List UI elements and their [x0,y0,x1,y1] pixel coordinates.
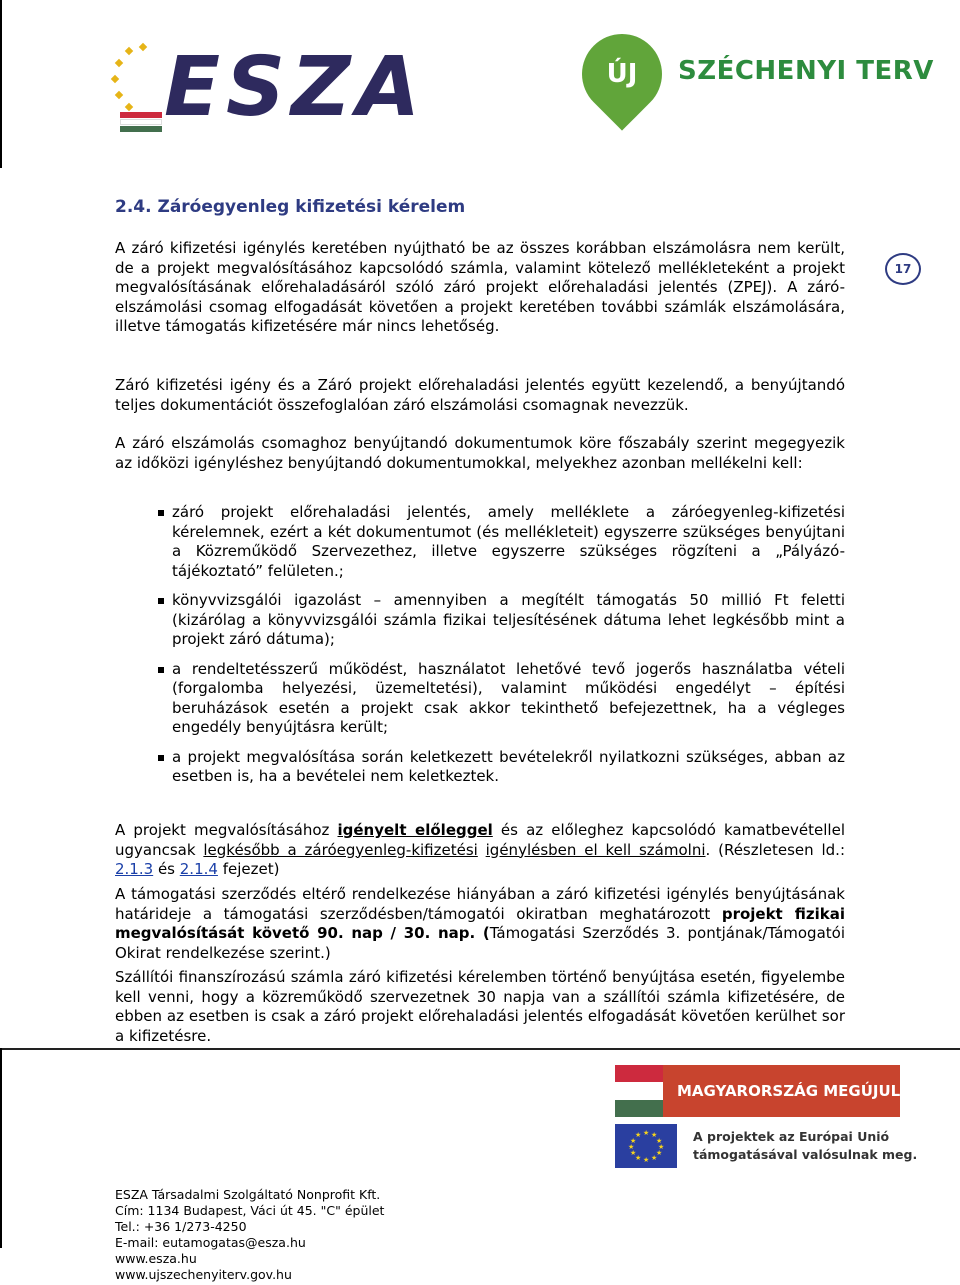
list-item: a rendeltetésszerű működést, használatot lehetővé tevő jogerős használatba vételi (forgalomba helyezési, üzemeltetési), valamint működési engedélyt – építési beruházások esetén a projekt csak akkor tekinthető befejezettnek, ha a végleges engedély benyújtásra került; [115,660,845,738]
list-item: a projekt megvalósítása során keletkezett bevételekről nyilatkozni szükséges, abban az esetben is, ha a bevételei nem keletkeztek. [115,748,845,787]
paragraph-definition: Záró kifizetési igény és a Záró projekt előrehaladási jelentés együtt kezelendő, a benyújtandó teljes dokumentációt összefoglalóan záró elszámolási csomagnak nevezzük. [115,376,845,414]
esza-logo [108,40,426,135]
attachment-list [115,503,845,797]
hungarian-flag-icon [615,1065,663,1117]
deadline-bold: projekt fizikai megvalósítását követő 90. nap / 30. nap. ( [115,904,845,942]
website-link[interactable]: www.esza.hu [115,1251,197,1266]
esza-logo-text: ESZA [164,40,426,135]
szechenyi-logo-text: SZÉCHENYI TERV [678,56,934,86]
section-heading: 2.4. Záróegyenleg kifizetési kérelem [115,197,466,217]
page-number-badge: 17 [885,253,921,285]
paragraph-deadline: A támogatási szerződés eltérő rendelkezése hiányában a záró kifizetési igénylés benyújtásának határideje a támogatási szerződésben/támogatói okiratban meghatározott projekt fizikai megvalósítását követő 90. nap / 30. nap. (Támogatási Szerződés 3. pontjának/Támogatói Okirat rendelkezése szerint.) [115,885,845,962]
footer-address [115,1187,384,1283]
footer-divider [0,1048,960,1050]
szechenyi-terv-logo [582,30,934,130]
szechenyi-pin-label: ÚJ [606,59,638,89]
list-item: záró projekt előrehaladási jelentés, amely melléklete a záróegyenleg-kifizetési kérelemnek, ezért a két dokumentumot (és mellékleteit) egyszerre szükséges benyújtani a Közreműködő Szervezethez, illetve egyszerre szükséges rögzíteni a „Pályázó-tájékoztató” felületen.; [115,503,845,581]
paragraph-attachments: A záró elszámolás csomaghoz benyújtandó dokumentumok köre főszabály szerint megegyezik az időközi igényléshez benyújtandó dokumentumokkal, melyekhez azonban mellékelni kell: [115,434,845,472]
deadline-emphasis: legkésőbb a záróegyenleg-kifizetési [203,840,478,859]
page-frame-line [0,1048,2,1248]
magyarorszag-megujul-logo [615,1065,900,1117]
hungarian-flag-icon [120,112,162,132]
list-item: könyvvizsgálói igazolást – amennyiben a megítélt támogatás 50 millió Ft feletti (kizárólag a könyvvizsgálói számla fizikai teljesítésének dátuma lehet legkésőbb mint a projekt záró dátuma); [115,591,845,650]
paragraph-intro: A záró kifizetési igénylés keretében nyújtható be az összes korábban elszámolásra nem került, de a projekt megvalósításához kapcsolódó számla, valamint kötelező mellékleteként a projekt megvalósításának előrehaladásáról szóló záró projekt előrehaladási jelentés (ZPEJ). A záró-elszámolási csomag elfogadását követően a projekt keretében további számlák elszámolására, illetve támogatás kifizetésére már nincs lehetőség. [115,239,845,335]
website-link[interactable]: www.ujszechenyiterv.gov.hu [115,1267,292,1282]
email-address[interactable]: E-mail: eutamogatas@esza.hu [115,1235,306,1250]
page-frame-line [0,0,2,168]
postal-address: Cím: 1134 Budapest, Váci út 45. "C" épület [115,1203,385,1218]
eu-support-text: A projektek az Európai Unió támogatásával valósulnak meg. [693,1129,918,1162]
paragraph-advance-payment: A projekt megvalósításához igényelt előleggel és az előleghez kapcsolódó kamatbevétellel ugyancsak legkésőbb a záróegyenleg-kifizetési igénylésben el kell számolni. (Részletesen ld.: 2.1.3 és 2.1.4 fejezet) [115,821,845,878]
settlement-emphasis: igénylésben el kell számolni [485,840,706,859]
company-name: ESZA Társadalmi Szolgáltató Nonprofit Kft. [115,1187,381,1202]
phone-number: Tel.: +36 1/273-4250 [115,1219,247,1234]
paragraph-supplier-invoice: Szállítói finanszírozású számla záró kifizetési kérelemben történő benyújtása esetén, figyelembe kell venni, hogy a közreműködő szervezetnek 30 napja van a szállítói számla kifizetésére, de ebben az esetben is csak a záró projekt előrehaladási jelentés elfogadását követően kerülhet sor a kifizetésre. [115,968,845,1045]
advance-emphasis: igényelt előleggel [337,821,493,839]
chapter-link-2-1-4[interactable]: 2.1.4 [179,860,218,878]
eu-logo [615,1124,918,1170]
chapter-link-2-1-3[interactable]: 2.1.3 [115,860,154,878]
eu-flag-icon: ★ ★ ★ ★ ★ ★ ★ ★ ★ ★ ★ ★ [615,1124,677,1168]
magyarorszag-megujul-text: MAGYARORSZÁG MEGÚJUL [663,1065,900,1117]
